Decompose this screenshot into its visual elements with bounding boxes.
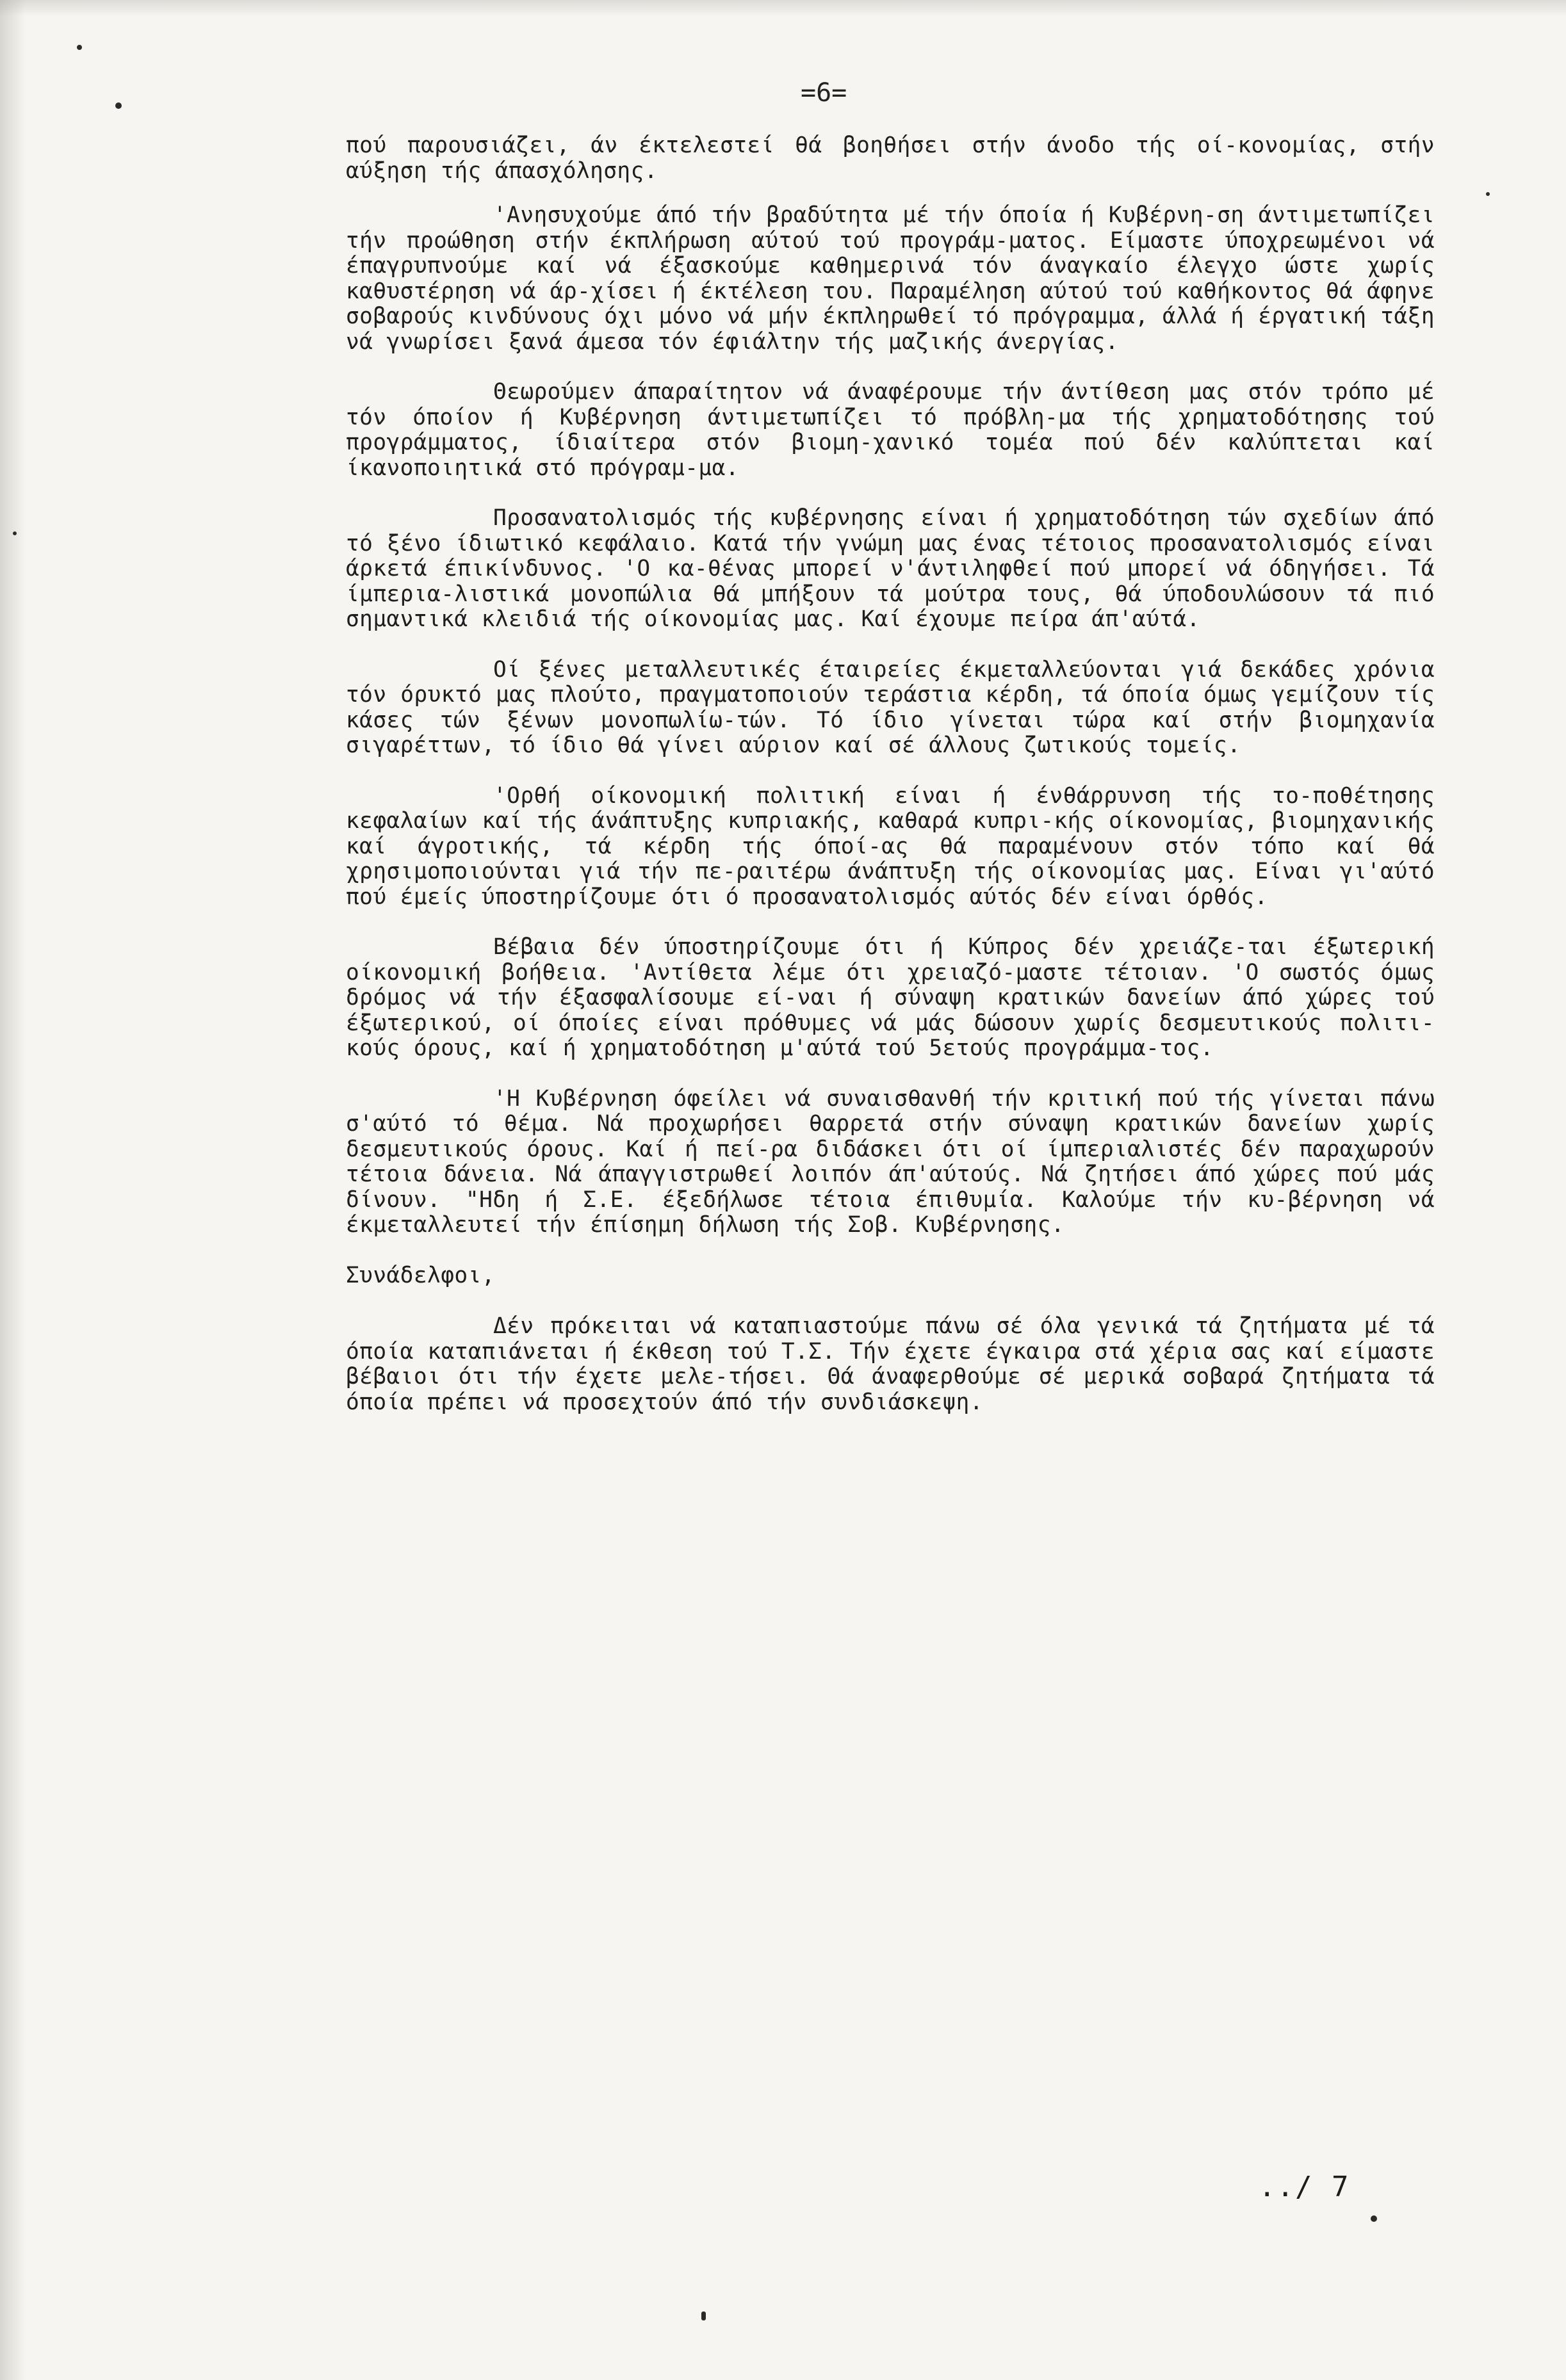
scan-speck bbox=[13, 531, 17, 535]
scan-speck bbox=[701, 2311, 706, 2320]
paragraph-8: 'Η Κυβέρνηση όφείλει νά συναισθανθή τήν κριτική πού τής γίνεται πάνω σ'αύτό τό θέμα. Νά προχωρήσει θαρρετά στήν σύναψη κρατικών δανείων χωρίς δεσμευτικούς όρους. Καί ή πεί-ρα διδάσκει ότι οί ίμπεριαλιστές δέν παραχωρούν τέτοια δάνεια. Νά άπαγγιστρωθεί λοιπόν άπ'αύτούς. Νά ζητήσει άπό χώρες πού μάς δίνουν. "Ηδη ή Σ.Ε. έξεδήλωσε τέτοια έπιθυμία. Καλούμε τήν κυ-βέρνηση νά έκμεταλλευτεί τήν έπίσημη δήλωση τής Σοβ. Κυβέρνησης. bbox=[346, 1085, 1435, 1238]
paragraph-7: Βέβαια δέν ύποστηρίζουμε ότι ή Κύπρος δέν χρειάζε-ται έξωτερική οίκονομική βοήθεια. 'Αντίθετα λέμε ότι χρειαζό-μαστε τέτοιαν. 'Ο σωστός όμως δρόμος νά τήν έξασφαλίσουμε εί-ναι ή σύναψη κρατικών δανείων άπό χώρες τού έξωτερικού, οί όποίες είναι πρόθυμες νά μάς δώσουν χωρίς δεσμευτικούς πολιτι-κούς όρους, καί ή χρηματοδότηση μ'αύτά τού 5ετούς προγράμμα-τος. bbox=[346, 934, 1435, 1061]
paragraph-2: 'Ανησυχούμε άπό τήν βραδύτητα μέ τήν όποία ή Κυβέρνη-ση άντιμετωπίζει τήν προώθηση στήν έκπλήρωση αύτού τού προγράμ-ματος. Είμαστε ύποχρεωμένοι νά έπαγρυπνούμε καί νά έξασκούμε καθημερινά τόν άναγκαίο έλεγχο ώστε χωρίς καθυστέρηση νά άρ-χίσει ή έκτέλεση του. Παραμέληση αύτού τού καθήκοντος θά άφηνε σοβαρούς κινδύνους όχι μόνο νά μήν έκπληρωθεί τό πρόγραμμα, άλλά ή έργατική τάξη νά γνωρίσει ξανά άμεσα τόν έφιάλτην τής μαζικής άνεργίας. bbox=[346, 202, 1435, 355]
continuation-mark: ../ 7 bbox=[1259, 2171, 1350, 2203]
paragraph-6: 'Ορθή οίκονομική πολιτική είναι ή ένθάρρυνση τής το-ποθέτησης κεφαλαίων καί τής άνάπτυξης κυπριακής, καθαρά κυπρι-κής οίκονομίας, βιομηχανικής καί άγροτικής, τά κέρδη τής όποί-ας θά παραμένουν στόν τόπο καί θά χρησιμοποιούνται γιά τήν πε-ραιτέρω άνάπτυξη τής οίκονομίας μας. Είναι γι'αύτό πού έμείς ύποστηρίζουμε ότι ό προσανατολισμός αύτός δέν είναι όρθός. bbox=[346, 782, 1435, 910]
page-number: =6= bbox=[801, 78, 847, 108]
scan-edge-shadow bbox=[0, 0, 26, 2380]
paragraph-5: Οί ξένες μεταλλευτικές έταιρείες έκμεταλλεύονται γιά δεκάδες χρόνια τόν όρυκτό μας πλούτο, πραγματοποιούν τεράστια κέρδη, τά όποία όμως γεμίζουν τίς κάσες τών ξένων μονοπωλίω-τών. Τό ίδιο γίνεται τώρα καί στήν βιομηχανία σιγαρέττων, τό ίδιο θά γίνει αύριον καί σέ άλλους ζωτικούς τομείς. bbox=[346, 656, 1435, 758]
paragraph-1: πού παρουσιάζει, άν έκτελεστεί θά βοηθήσει στήν άνοδο τής οί-κονομίας, στήν αύξηση τής άπασχόλησης. bbox=[346, 133, 1435, 184]
salutation: Συνάδελφοι, bbox=[346, 1262, 495, 1288]
scan-speck bbox=[1371, 2215, 1377, 2222]
scan-speck bbox=[1486, 192, 1490, 196]
document-body bbox=[346, 133, 1435, 1440]
scan-top-shadow bbox=[0, 0, 1566, 17]
scan-speck bbox=[115, 102, 122, 109]
paragraph-4: Προσανατολισμός τής κυβέρνησης είναι ή χρηματοδότηση τών σχεδίων άπό τό ξένο ίδιωτικό κεφάλαιο. Κατά τήν γνώμη μας ένας τέτοιος προσανατολισμός είναι άρκετά έπικίνδυνος. 'Ο κα-θένας μπορεί ν'άντιληφθεί πού μπορεί νά όδηγήσει. Τά ίμπερια-λιστικά μονοπώλια θά μπήξουν τά μούτρα τους, θά ύποδουλώσουν τά πιό σημαντικά κλειδιά τής οίκονομίας μας. Καί έχουμε πείρα άπ'αύτά. bbox=[346, 505, 1435, 632]
paragraph-9: Δέν πρόκειται νά καταπιαστούμε πάνω σέ όλα γενικά τά ζητήματα μέ τά όποία καταπιάνεται ή έκθεση τού Τ.Σ. Τήν έχετε έγκαιρα στά χέρια σας καί είμαστε βέβαιοι ότι τήν έχετε μελε-τήσει. Θά άναφερθούμε σέ μερικά σοβαρά ζητήματα τά όποία πρέπει νά προσεχτούν άπό τήν συνδιάσκεψη. bbox=[346, 1313, 1435, 1415]
scan-speck bbox=[77, 45, 82, 50]
paragraph-3: Θεωρούμεν άπαραίτητον νά άναφέρουμε τήν άντίθεση μας στόν τρόπο μέ τόν όποίον ή Κυβέρνηση άντιμετωπίζει τό πρόβλη-μα τής χρηματοδότησης τού προγράμματος, ίδιαίτερα στόν βιομη-χανικό τομέα πού δέν καλύπτεται καί ίκανοποιητικά στό πρόγραμ-μα. bbox=[346, 379, 1435, 481]
